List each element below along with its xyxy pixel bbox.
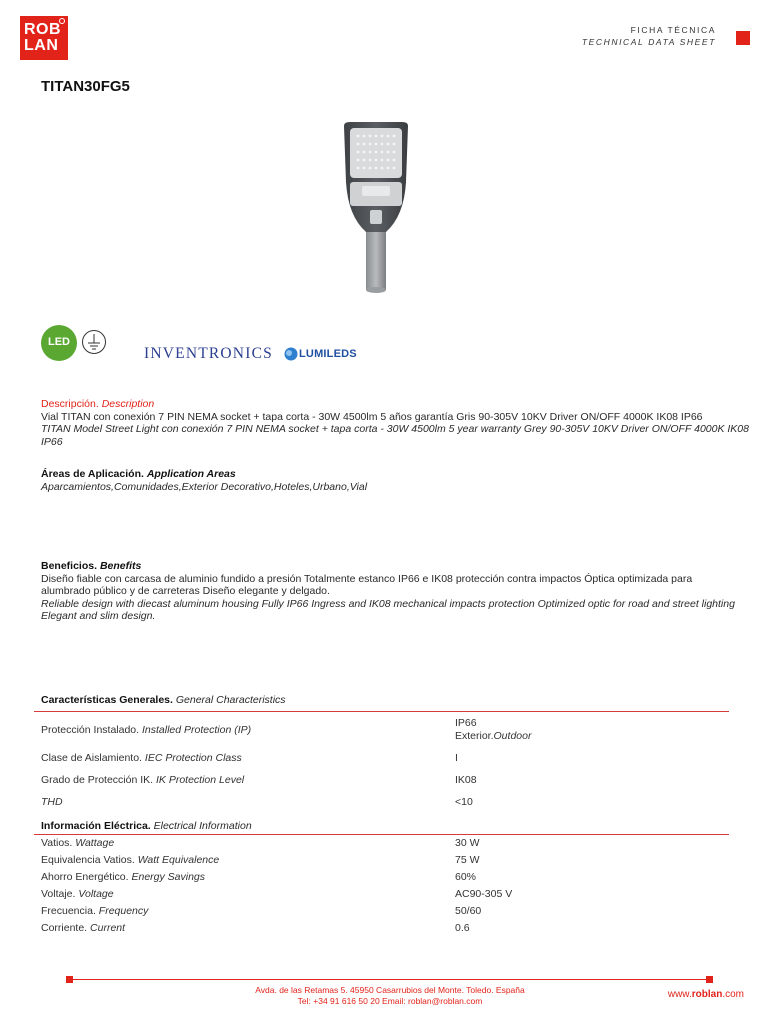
corner-marker [736, 31, 750, 45]
table-row-value: I [455, 752, 458, 764]
sheet-title-en: TECHNICAL DATA SHEET [581, 37, 716, 47]
table-row-value: 50/60 [455, 905, 482, 917]
table-row-label: Ahorro Energético. Energy Savings [41, 871, 206, 883]
footer-divider-right-marker [706, 976, 713, 983]
table-row-label: Equivalencia Vatios. Watt Equivalence [41, 854, 220, 866]
table-row-value: 30 W [455, 837, 480, 849]
general-characteristics-heading: Características Generales. General Characteristics [41, 694, 286, 706]
table-row-label: Frecuencia. Frequency [41, 905, 149, 917]
table-row-label: Clase de Aislamiento. IEC Protection Class [41, 752, 242, 764]
table-row-label: Corriente. Current [41, 922, 126, 934]
table-row-label: Protección Instalado. Installed Protection (IP) [41, 724, 252, 736]
footer-website-link[interactable]: www.roblan.com [667, 989, 744, 1000]
lumileds-logo: LUMILEDS [299, 348, 357, 360]
footer-contact-line: Tel: +34 91 616 50 20 Email: roblan@roblan.com [297, 995, 483, 1006]
table-row-label: Vatios. Wattage [41, 837, 115, 849]
logo-line-1: ROB [24, 21, 62, 38]
table-row-label: THD [41, 796, 63, 808]
product-code: TITAN30FG5 [41, 78, 130, 95]
table-row-value: <10 [455, 796, 473, 808]
sheet-title-es: FICHA TÉCNICA [630, 25, 716, 35]
table-row-label: Voltaje. Voltage [41, 888, 114, 900]
description-section [41, 398, 751, 448]
led-badge-icon: LED [41, 325, 77, 361]
electrical-information-heading: Información Eléctrica. Electrical Information [41, 820, 252, 832]
class-i-ground-icon [81, 329, 107, 355]
sheet-title [582, 24, 716, 48]
application-areas-text: Aparcamientos,Comunidades,Exterior Decorativo,Hoteles,Urbano,Vial [41, 480, 368, 493]
lumileds-circle-icon [284, 347, 298, 361]
logo-line-2: LAN [24, 37, 59, 54]
roblan-logo [20, 16, 68, 60]
electrical-divider [34, 834, 729, 835]
registered-mark-icon [59, 18, 65, 24]
benefits-text-en: Reliable design with diecast aluminum housing Fully IP66 Ingress and IK08 mechanical impacts protection Optimized optic for road and street lighting Elegant and slim design. [41, 597, 735, 622]
footer-divider-left-marker [66, 976, 73, 983]
table-row-value: 60% [455, 871, 477, 883]
table-row-value: 75 W [455, 854, 480, 866]
table-row-label: Grado de Protección IK. IK Protection Level [41, 774, 245, 786]
footer-divider [68, 979, 712, 980]
footer-address-line: Avda. de las Retamas 5. 45950 Casarrubios del Monte. Toledo. España [255, 985, 525, 995]
description-heading: Descripción. Description [41, 398, 155, 410]
application-areas-heading: Áreas de Aplicación. Application Areas [41, 468, 236, 480]
description-text-es: Vial TITAN con conexión 7 PIN NEMA socket + tapa corta - 30W 4500lm 5 años garantía Gris 90-305V 10KV Driver ON/OFF 4000K IK08 IP66 [41, 410, 703, 423]
table-row-value: 0.6 [455, 922, 470, 934]
street-light-image [336, 120, 416, 300]
application-areas-section [41, 468, 741, 493]
footer-address [200, 985, 580, 1006]
description-text-en: TITAN Model Street Light con conexión 7 PIN NEMA socket + tapa corta - 30W 4500lm 5 year warranty Grey 90-305V 10KV Driver ON/OFF 4000K IK08 IP66 [41, 423, 749, 448]
table-row-value: AC90-305 V [455, 888, 513, 900]
table-row-value: IP66 Exterior.Outdoor [455, 717, 532, 742]
general-divider [34, 711, 729, 712]
table-row-value: IK08 [455, 774, 477, 786]
benefits-section [41, 560, 741, 623]
benefits-heading: Beneficios. Benefits [41, 560, 142, 572]
benefits-text-es: Diseño fiable con carcasa de aluminio fundido a presión Totalmente estanco IP66 e IK08 protección contra impactos Óptica optimizada para alumbrado público y de carreteras Diseño elegante y delgado. [41, 572, 693, 597]
inventronics-logo: INVENTRONICS [144, 345, 273, 362]
